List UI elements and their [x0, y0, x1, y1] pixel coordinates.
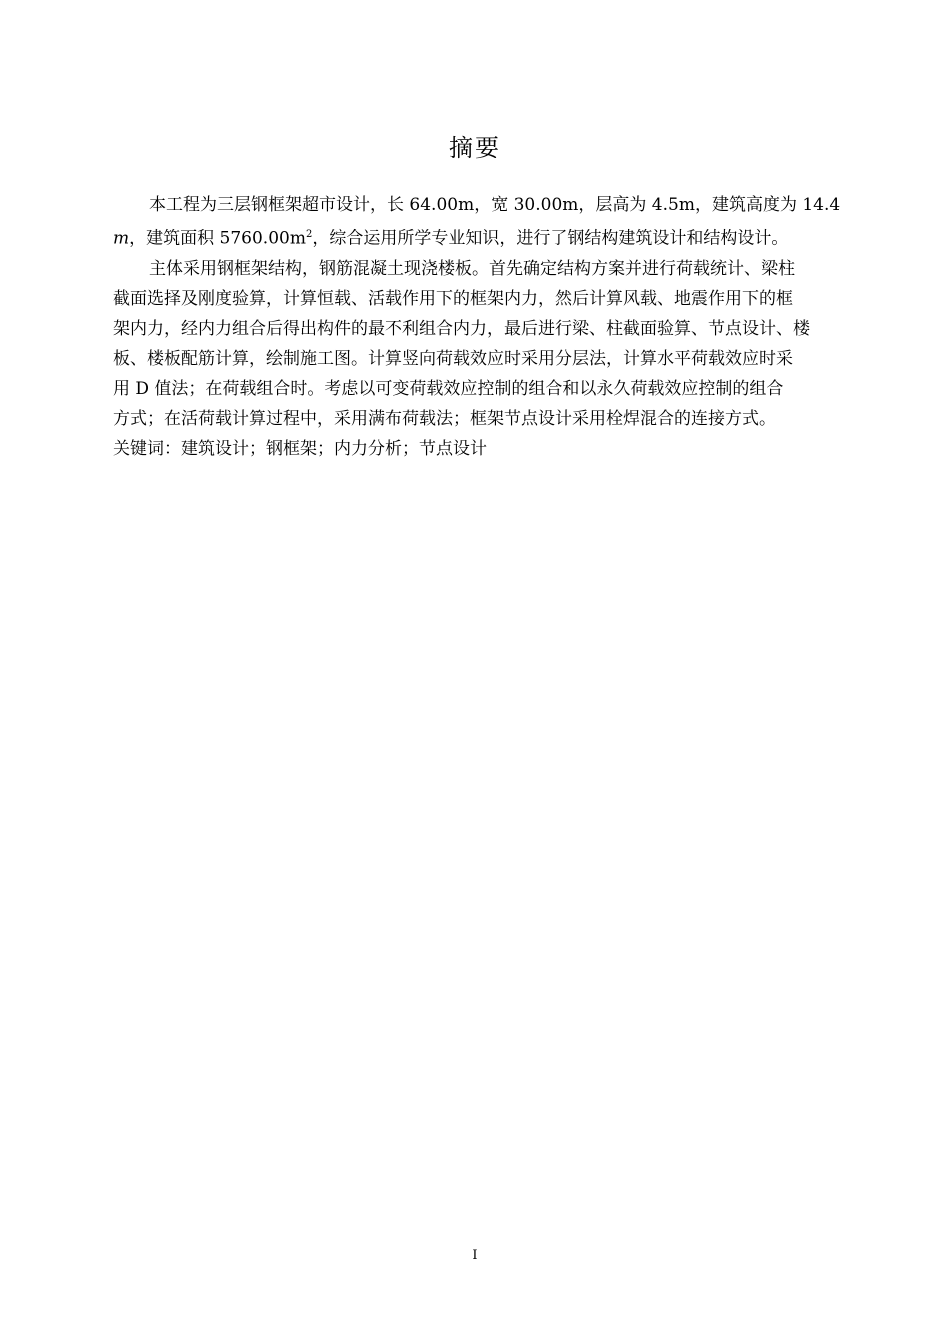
abstract-body — [113, 190, 860, 464]
superscript-2: 2 — [305, 229, 313, 240]
keywords-line: 关键词：建筑设计；钢框架；内力分析；节点设计 — [113, 438, 487, 459]
paragraph-2-line-3: 架内力，经内力组合后得出构件的最不利组合内力，最后进行梁、柱截面验算、节点设计、楼 — [113, 318, 810, 339]
italic-unit: m — [113, 228, 130, 249]
abstract-paragraph-1 — [113, 190, 860, 254]
paragraph-1-line-2 — [113, 220, 860, 254]
paragraph-2-line-2: 截面选择及刚度验算，计算恒载、活载作用下的框架内力，然后计算风载、地震作用下的框 — [113, 288, 793, 309]
paragraph-1-line-2-text: ，建筑面积 5760.00m — [129, 228, 306, 249]
paragraph-1-line-2-rest: ，综合运用所学专业知识，进行了钢结构建筑设计和结构设计。 — [312, 228, 789, 249]
paragraph-2-line-6: 方式；在活荷载计算过程中，采用满布荷载法；框架节点设计采用栓焊混合的连接方式。 — [113, 408, 776, 429]
page-title: 摘要 — [449, 134, 501, 162]
paragraph-2-line-1: 主体采用钢框架结构，钢筋混凝土现浇楼板。首先确定结构方案并进行荷载统计、梁柱 — [149, 258, 795, 279]
page-number: I — [472, 1248, 478, 1263]
paragraph-1-line-1: 本工程为三层钢框架超市设计，长 64.00m，宽 30.00m，层高为 4.5m，建筑高度为 14.4 — [149, 195, 841, 215]
abstract-paragraph-2 — [113, 254, 860, 434]
paragraph-2-line-5: 用 D 值法；在荷载组合时。考虑以可变荷载效应控制的组合和以永久荷载效应控制的组合 — [113, 378, 784, 399]
paragraph-2-line-4: 板、楼板配筋计算，绘制施工图。计算竖向荷载效应时采用分层法，计算水平荷载效应时采 — [113, 348, 793, 369]
